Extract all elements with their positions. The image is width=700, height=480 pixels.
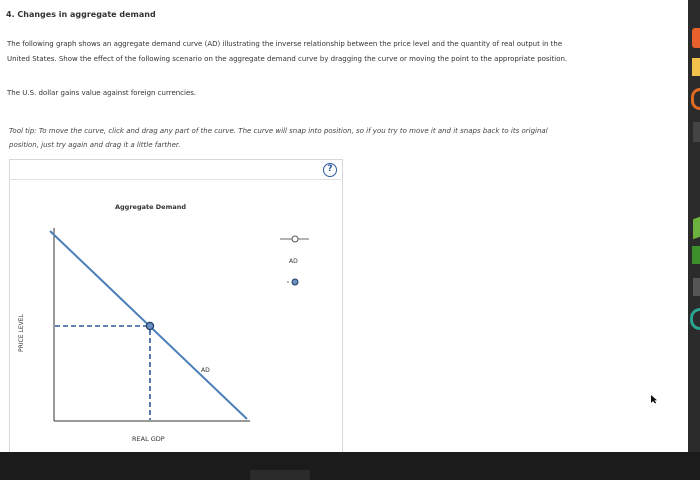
side-icon-bar <box>693 122 700 142</box>
x-axis-label: REAL GDP <box>132 435 165 443</box>
side-icon-dark <box>693 278 700 296</box>
bottom-bar <box>0 452 700 480</box>
y-axis-label: PRICE LEVEL <box>18 314 25 352</box>
mouse-cursor-icon <box>650 394 658 404</box>
bottom-bar-tab <box>250 470 310 480</box>
tool-tip-text: Tool tip: To move the curve, click and drag any part of the curve. The curve will snap into position, so if you try to move it and it snaps back to its original position, just try again and drag it a little farther. <box>9 127 548 149</box>
question-body: The following graph shows an aggregate demand curve (AD) illustrating the inverse relationship between the price level and the quantity of real output in the United States. Show the effect of the following scenario on the aggregate demand curve by dragging the curve or moving the point to the appropriate position. <box>7 40 568 63</box>
side-icon-green-2 <box>692 246 700 264</box>
side-icon-orange-ring <box>691 88 700 110</box>
graph-title: Aggregate Demand <box>115 203 187 211</box>
side-icon-green <box>693 217 700 240</box>
ad-curve-tool-label: AD <box>289 258 298 265</box>
help-button[interactable]: ? <box>323 163 337 177</box>
scenario-text: The U.S. dollar gains value against foreign currencies. <box>7 89 197 97</box>
side-icon-yellow <box>692 58 700 76</box>
ad-curve-tool[interactable] <box>280 236 309 242</box>
point-tool[interactable] <box>287 279 298 285</box>
question-title: 4. Changes in aggregate demand <box>6 10 156 19</box>
ad-curve-label: AD <box>201 367 210 374</box>
side-icon-orange <box>692 28 700 48</box>
equilibrium-point[interactable] <box>146 322 153 329</box>
